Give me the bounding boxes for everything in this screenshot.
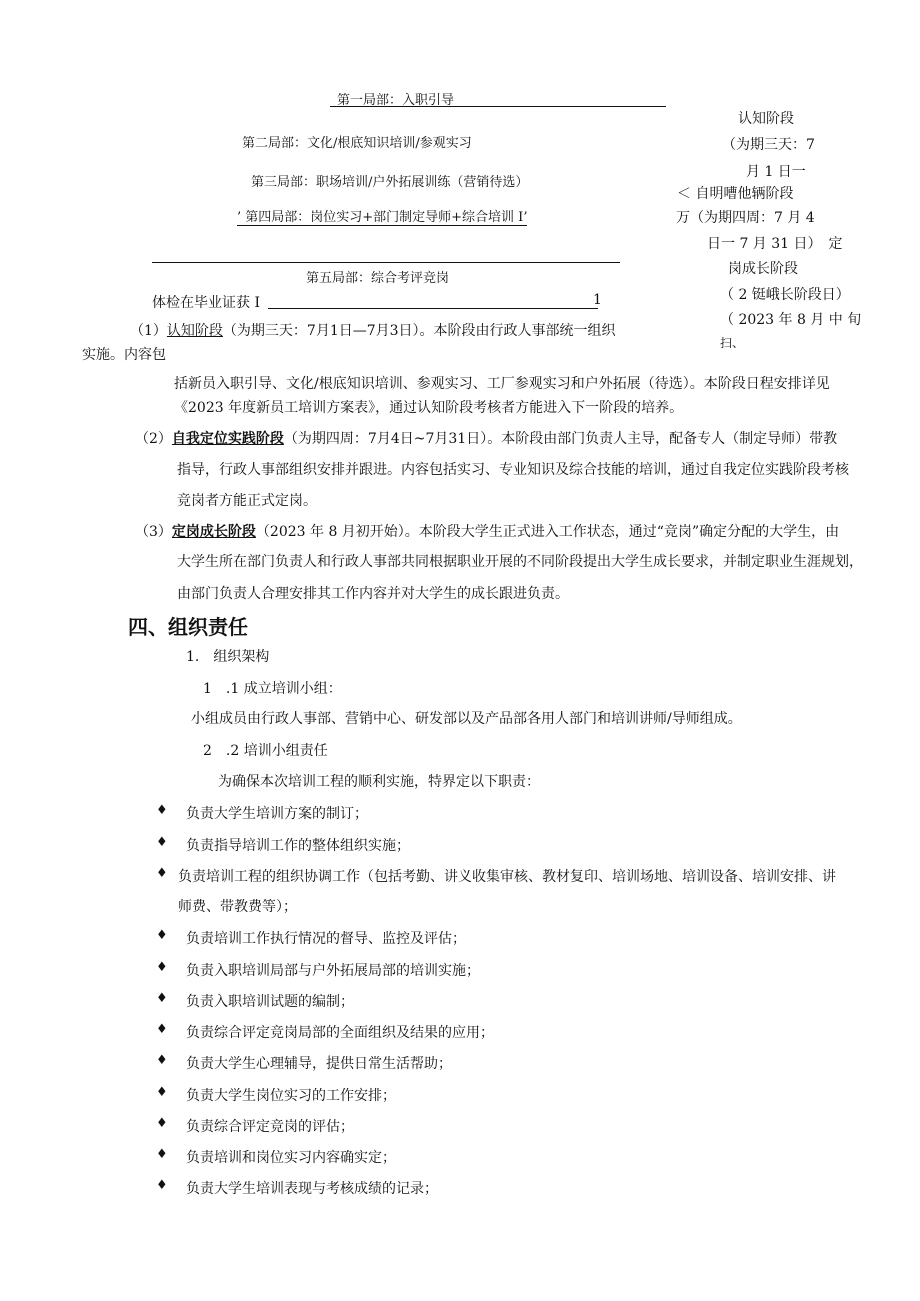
duty-item: 负责培训工程的组织协调工作（包括考勤、讲义收集审核、教材复印、培训场地、培训设备、培训安排、讲 — [178, 869, 836, 885]
subsection-1-title: 1 .1 成立培训小组： — [203, 681, 342, 697]
phase-1-line-3: 括新员入职引导、文化/根底知识培训、参观实习、工厂参观实习和户外拓展（待选）。本阶段日程安排详见 — [174, 376, 830, 392]
duty-item: 负责入职培训局部与户外拓展局部的培训实施； — [186, 963, 480, 979]
phase-2-name: 自我定位实践阶段 — [171, 431, 284, 447]
subsection-1-text: 小组成员由行政人事部、营销中心、研发部以及产品部各用人部门和培训讲师/导师组成。 — [191, 711, 742, 727]
side-note: 扫、 — [720, 336, 745, 350]
phase-3-line-3: 由部门负责人合理安排其工作内容并对大学生的成长跟进负责。 — [177, 586, 569, 602]
phase-1-line-2: 实施。内容包 — [82, 347, 166, 363]
phase-3-line-2: 大学生所在部门负责人和行政人事部共同根据职业开展的不同阶段提出大学生成长要求，并制定职业生涯规划， — [177, 554, 863, 570]
bullet-icon: ♦ — [156, 960, 168, 975]
phase-2-line-3: 竞岗者方能正式定岗。 — [177, 493, 317, 509]
phase-2-line — [135, 428, 837, 448]
phase-3-line — [135, 521, 839, 541]
side-note: （ 2 铤峨长阶段日） — [720, 287, 850, 303]
bullet-icon: ♦ — [156, 866, 168, 881]
bullet-icon: ♦ — [156, 1178, 168, 1193]
duty-item: 负责指导培训工作的整体组织实施； — [186, 838, 410, 854]
phase-3-number: （3） — [135, 524, 172, 540]
duty-item: 负责培训工作执行情况的督导、监控及评估； — [186, 931, 466, 947]
duty-item: 负责综合评定竞岗的评估； — [186, 1119, 354, 1135]
phase-3-text: （2023 年 8 月初开始）。本阶段大学生正式进入工作状态，通过“竞岗”确定分配的大学生，由 — [255, 524, 840, 540]
side-note: 万（为期四周：7 月 4 — [676, 210, 815, 226]
flow-stage-4: ’ 第四局部：岗位实习+部门制定导师+综合培训 I’ — [237, 206, 527, 226]
phase-1-line-4: 《2023 年度新员工培训方案表》，通过认知阶段考核者方能进入下一阶段的培养。 — [174, 400, 684, 416]
duty-item: 负责大学生培训方案的制订； — [186, 806, 368, 822]
duty-item: 负责大学生岗位实习的工作安排； — [186, 1088, 396, 1104]
bullet-icon: ♦ — [156, 1053, 168, 1068]
phase-2-line-2: 指导，行政人事部组织安排并跟进。内容包括实习、专业知识及综合技能的培训，通过自我定位实践阶段考核 — [177, 462, 849, 478]
bullet-icon: ♦ — [156, 1147, 168, 1162]
flow-stage-3: 第三局部：职场培训/户外拓展训练（营销待选） — [251, 175, 529, 190]
phase-1-number: （1） — [130, 323, 167, 339]
bullet-icon: ♦ — [156, 991, 168, 1006]
phase-1-line — [130, 320, 616, 340]
side-note: 日一 7 月 31 日） 定 — [707, 236, 843, 252]
side-note: 月 1 日一 — [746, 164, 806, 180]
flow-stage-2: 第二局部：文化/根底知识培训/参观实习 — [242, 136, 472, 151]
exam-row-line — [268, 308, 598, 309]
duty-item: 负责综合评定竞岗局部的全面组织及结果的应用； — [186, 1025, 494, 1041]
subsection-2-intro: 为确保本次培训工程的顺利实施，特界定以下职责： — [218, 774, 540, 790]
duty-item: 负责大学生培训表现与考核成绩的记录； — [186, 1181, 438, 1197]
duty-item: 负责培训和岗位实习内容确实定； — [186, 1150, 396, 1166]
bullet-icon: ♦ — [156, 835, 168, 850]
phase-2-text: （为期四周：7月4日~7月31日）。本阶段由部门负责人主导，配备专人（制定导师）带教 — [283, 431, 838, 447]
flow-stage-1: 第一局部：入职引导 — [337, 93, 455, 108]
stage-1-underline — [330, 106, 666, 107]
phase-1-name: 认知阶段 — [166, 323, 223, 339]
exam-row-end: 1 — [593, 292, 602, 308]
flow-divider-line — [152, 262, 620, 263]
bullet-icon: ♦ — [156, 928, 168, 943]
side-note: 岗成长阶段 — [728, 261, 798, 277]
bullet-icon: ♦ — [156, 1116, 168, 1131]
section-4-title: 四、组织责任 — [128, 615, 248, 639]
flow-stage-5: 第五局部：综合考评竞岗 — [306, 271, 450, 286]
side-note: （ 2023 年 8 月 中 旬 — [720, 312, 862, 328]
phase-1-text: （为期三天：7月1日—7月3日）。本阶段由行政人事部统一组织 — [222, 323, 616, 339]
duty-item: 负责入职培训试题的编制； — [186, 994, 354, 1010]
phase-2-number: （2） — [135, 431, 172, 447]
bullet-icon: ♦ — [156, 1022, 168, 1037]
subsection-2-title: 2 .2 培训小组责任 — [203, 743, 328, 759]
section-4-item-1: 1. 组织架构 — [186, 649, 270, 665]
phase-3-name: 定岗成长阶段 — [171, 524, 256, 540]
exam-row-label: 体检在毕业证获 I — [152, 295, 260, 311]
side-note: ＜ 自明嘈他辆阶段 — [677, 186, 794, 202]
side-note: （为期三天：7 — [722, 137, 815, 153]
bullet-icon: ♦ — [156, 1085, 168, 1100]
duty-item: 负责大学生心理辅导，提供日常生活帮助； — [186, 1056, 452, 1072]
duty-item-continuation: 师费、带教费等）； — [178, 899, 297, 915]
bullet-icon: ♦ — [156, 803, 168, 818]
side-note: 认知阶段 — [738, 111, 794, 127]
